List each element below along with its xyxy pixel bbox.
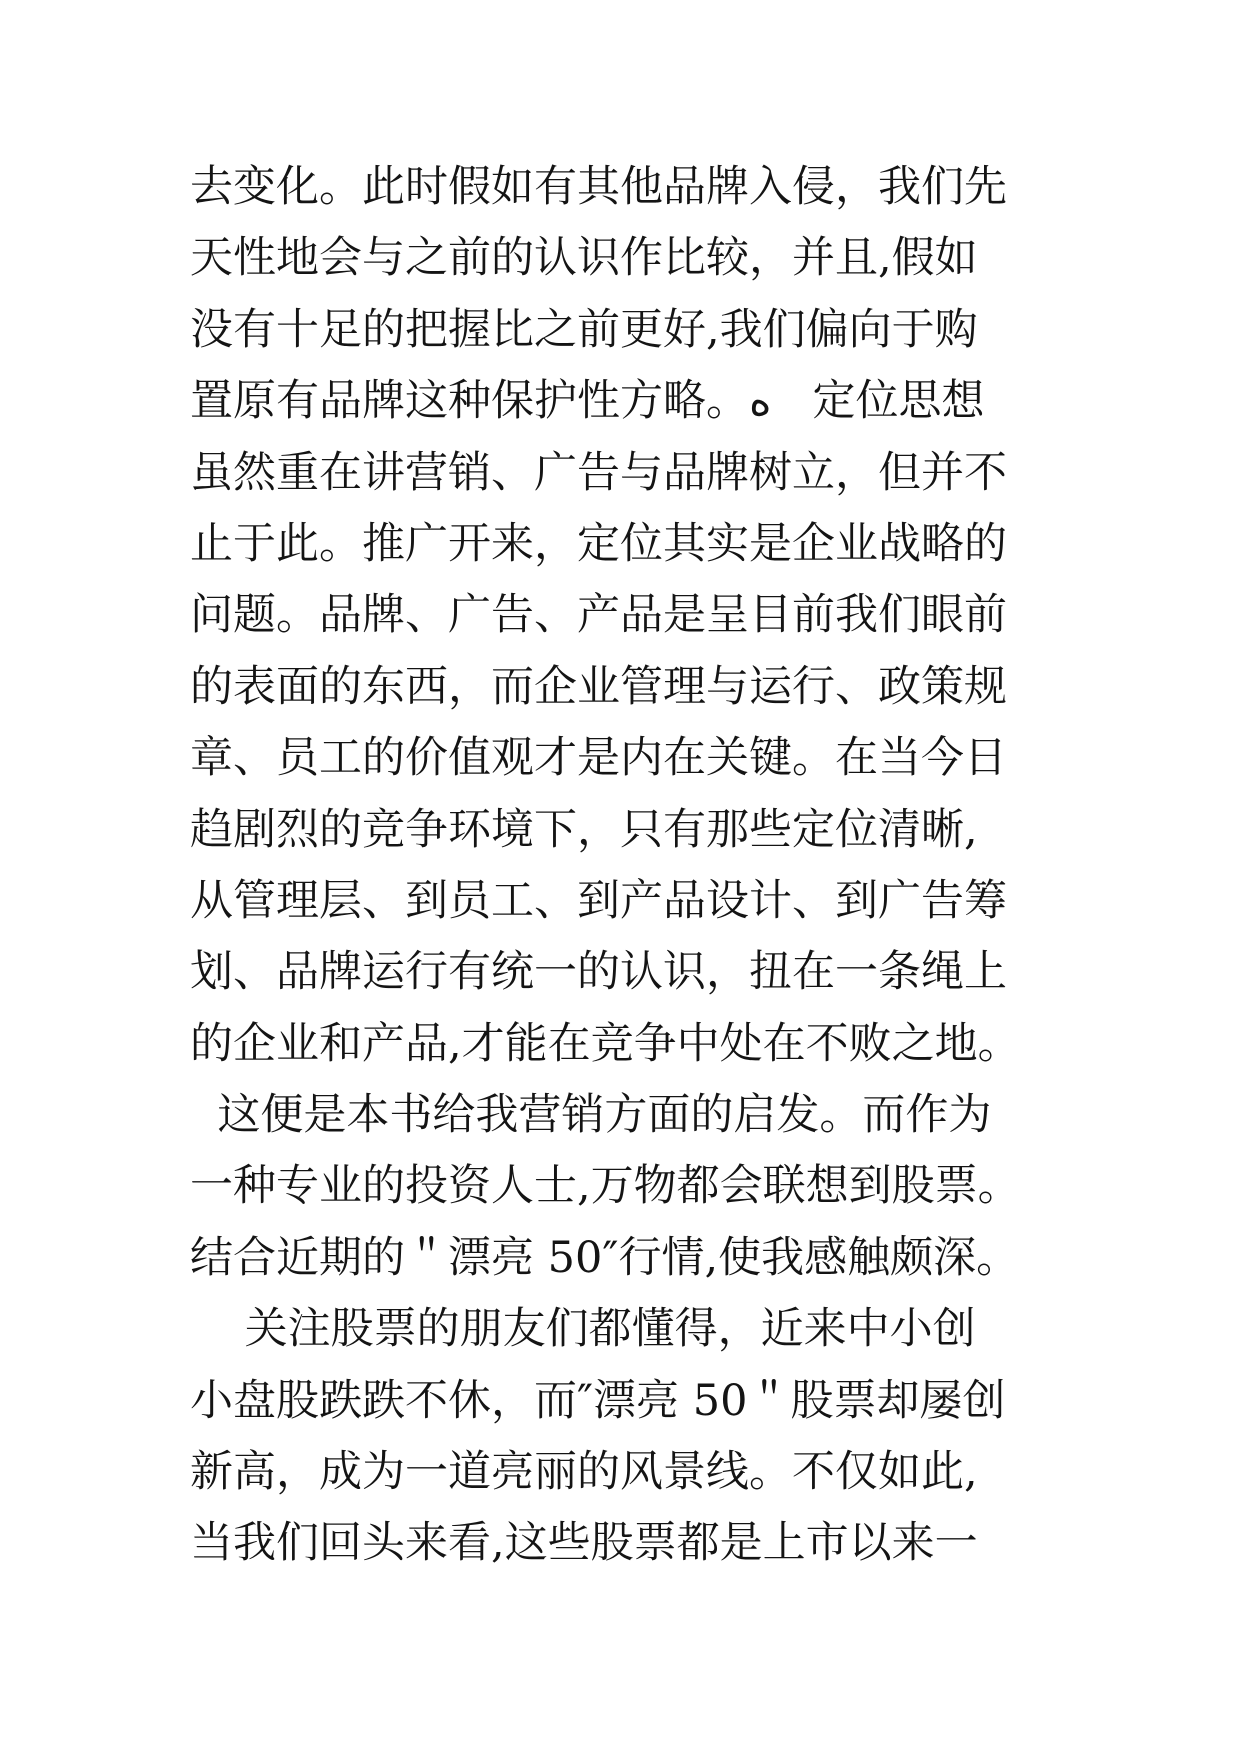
- text-line: 这便是本书给我营销方面的启发。而作为: [190, 1090, 992, 1141]
- text-line: 没有十足的把握比之前更好,我们偏向于购: [190, 304, 978, 355]
- text-line: 一种专业的投资人士,万物都会联想到股票。: [190, 1161, 1021, 1212]
- body-text: [190, 152, 1060, 1580]
- text-line: 结合近期的＂漂亮 50″行情,使我感触颇深。: [190, 1232, 1020, 1283]
- text-line: 划、品牌运行有统一的认识，扭在一条绳上: [190, 947, 1007, 998]
- text-line: 趋剧烈的竞争环境下，只有那些定位清晰,: [190, 804, 978, 855]
- text-line: 当我们回头来看,这些股票都是上市以来一: [190, 1518, 978, 1569]
- text-line: 从管理层、到员工、到产品设计、到广告筹: [190, 875, 1007, 926]
- text-line: 置原有品牌这种保护性方略。ه 定位思想: [190, 376, 985, 427]
- text-line: 问题。品牌、广告、产品是呈目前我们眼前: [190, 590, 1007, 641]
- text-line: 虽然重在讲营销、广告与品牌树立，但并不: [190, 447, 1007, 498]
- text-line: 去变化。此时假如有其他品牌入侵，我们先: [190, 162, 1007, 212]
- text-line: 天性地会与之前的认识作比较，并且,假如: [190, 233, 978, 284]
- text-line: 的企业和产品,才能在竞争中处在不败之地。: [190, 1018, 1021, 1069]
- text-line: 的表面的东西，而企业管理与运行、政策规: [190, 661, 1007, 712]
- text-line: 小盘股跌跌不休，而″漂亮 50＂股票却屡创: [190, 1375, 1006, 1426]
- text-line: 新高，成为一道亮丽的风景线。不仅如此,: [190, 1447, 978, 1498]
- text-line: 关注股票的朋友们都懂得，近来中小创: [190, 1304, 976, 1355]
- text-line: 止于此。推广开来，定位其实是企业战略的: [190, 518, 1007, 569]
- text-line: 章、员工的价值观才是内在关键。在当今日: [190, 733, 1007, 784]
